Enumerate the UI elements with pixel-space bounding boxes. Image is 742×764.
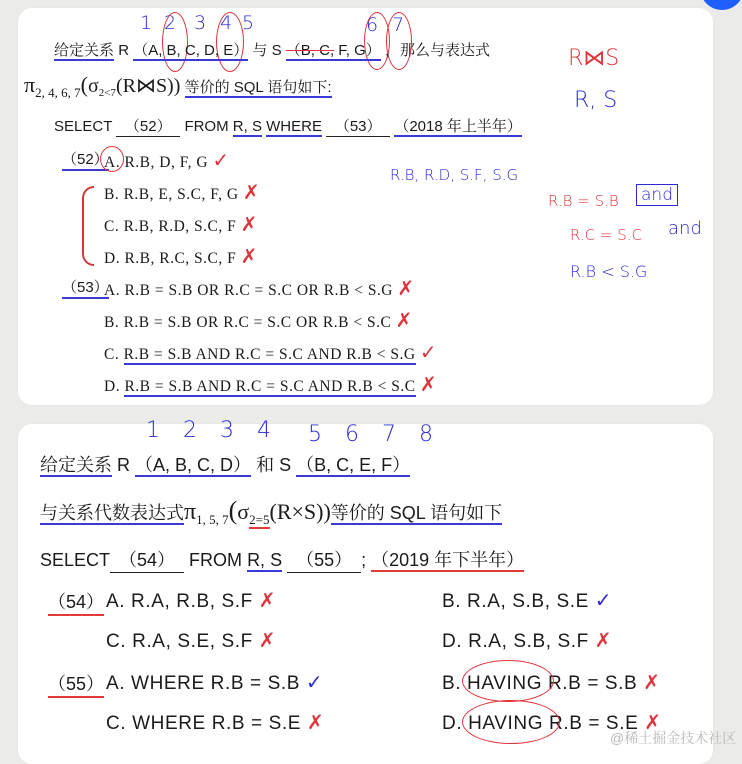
annotation-numbers: 5 6 7 8	[308, 422, 441, 447]
handwritten-note: R.C = S.C	[570, 226, 642, 244]
paren: (	[80, 72, 88, 97]
option-text: R.B, E, S.C, F, G	[123, 186, 239, 203]
cross-icon: ✗	[306, 710, 325, 734]
option-text: R.B = S.B AND R.C = S.C AND R.B < S.G	[123, 346, 416, 363]
annotation-number: 7	[392, 14, 405, 36]
option-letter: C.	[106, 631, 127, 652]
paren: (	[228, 496, 238, 525]
semicolon: ;	[361, 550, 367, 570]
blank-52: （52）	[116, 115, 180, 137]
question-prefix: 给定关系	[54, 42, 115, 59]
pi-subscript: 2, 4, 6, 7	[35, 85, 81, 100]
question-card-2018	[18, 8, 713, 405]
pi-symbol: π	[184, 499, 197, 525]
cross-icon: ✗	[240, 212, 258, 236]
option-text: R.A, S.E, S.F	[132, 631, 253, 652]
question-number-54: （54）	[48, 588, 104, 616]
cross-icon: ✗	[419, 372, 438, 396]
struck-attributes: （B, C,	[285, 42, 335, 59]
question-number-53: （53）	[62, 276, 109, 299]
relation-s: S	[271, 42, 282, 59]
sql-tables: R, S	[247, 550, 283, 570]
option-text: R.B = S.B OR R.C = S.C OR R.B < S.C	[123, 314, 392, 331]
option-letter: C.	[104, 218, 120, 235]
option-53c[interactable]	[104, 340, 437, 364]
option-text: R.B = S.B AND R.C = S.C AND R.B < S.C	[124, 378, 416, 395]
cross-icon: ✗	[643, 670, 661, 694]
notification-dot[interactable]	[700, 0, 742, 10]
option-text: R.B, R.D, S.C, F	[123, 218, 237, 235]
handwritten-note: R.B = S.B	[548, 192, 619, 210]
product-expression: (R×S))	[269, 499, 331, 524]
question-prefix: 与关系代数表达式	[40, 503, 184, 523]
question-suffix: 等价的 SQL 语句如下:	[184, 79, 332, 96]
relation-s-attributes: F, G）	[334, 42, 381, 59]
option-52c[interactable]	[104, 212, 258, 236]
sql-from-keyword: FROM	[184, 118, 229, 135]
relation-r-attributes: （A, B, C, D）	[135, 455, 252, 475]
annotation-number: 5	[242, 12, 255, 34]
relation-r-attributes: （A, B, C, D, E）	[133, 42, 249, 59]
option-letter: C.	[106, 713, 127, 734]
option-53b[interactable]	[104, 308, 413, 332]
sql-template	[40, 546, 524, 573]
option-letter: B.	[442, 591, 462, 612]
annotation-number: 4	[220, 12, 233, 34]
question-line-1	[54, 39, 490, 60]
join-expression: (R⋈S))	[115, 75, 181, 97]
question-suffix: ，那么与表达式	[384, 42, 490, 59]
sql-where-keyword: WHERE	[266, 118, 322, 135]
handwritten-note: and	[668, 218, 702, 239]
relation-r: R	[118, 42, 130, 59]
sql-tables: R, S	[232, 118, 262, 135]
option-54b[interactable]	[442, 588, 612, 613]
option-letter: D.	[104, 250, 121, 267]
sigma-symbol: σ	[87, 75, 99, 97]
question-number-52: （52）	[62, 148, 109, 171]
option-text: WHERE R.B = S.B	[131, 673, 300, 694]
check-icon: ✓	[419, 340, 438, 364]
question-prefix: 给定关系	[40, 455, 112, 475]
option-text: R.A, R.B, S.F	[131, 591, 253, 612]
option-text: HAVING R.B = S.B	[467, 673, 638, 694]
option-text: WHERE R.B = S.E	[132, 713, 302, 734]
handwritten-note: R.B, R.D, S.F, S.G	[390, 166, 519, 184]
sql-template	[54, 115, 522, 137]
handwritten-note: R.B < S.G	[570, 262, 648, 281]
annotation-number: 3	[194, 12, 207, 34]
option-52a[interactable]	[104, 148, 230, 172]
cross-icon: ✗	[242, 180, 261, 204]
option-55a[interactable]	[106, 670, 323, 695]
question-suffix: 等价的 SQL 语句如下	[330, 503, 503, 523]
option-text: HAVING R.B = S.E	[468, 713, 639, 734]
option-text: R.A, S.B, S.F	[468, 631, 589, 652]
conjunction: 与	[252, 42, 268, 59]
check-icon: ✓	[594, 588, 613, 612]
watermark: @稀土掘金技术社区	[610, 730, 737, 746]
option-53a[interactable]	[104, 276, 415, 300]
cross-icon: ✗	[258, 628, 277, 652]
option-53d[interactable]	[104, 372, 437, 396]
option-letter: A.	[106, 673, 126, 694]
conjunction: 和	[256, 455, 275, 475]
option-letter: D.	[442, 631, 463, 652]
option-letter: B.	[104, 186, 120, 203]
option-54a[interactable]	[106, 588, 276, 613]
sql-from-keyword: FROM	[189, 550, 243, 570]
option-letter: A.	[104, 154, 121, 171]
cross-icon: ✗	[395, 308, 413, 332]
option-text: R.A, S.B, S.E	[467, 591, 589, 612]
option-letter: B.	[442, 673, 462, 694]
exam-year: （2018 年上半年）	[394, 118, 522, 135]
check-icon: ✓	[305, 670, 324, 694]
relation-r: R	[117, 455, 131, 475]
option-letter: A.	[106, 591, 126, 612]
option-55c[interactable]	[106, 710, 324, 735]
brace-annotation	[82, 186, 94, 266]
handwritten-note: and	[636, 184, 678, 206]
cross-icon: ✗	[240, 244, 258, 268]
option-54c[interactable]	[106, 628, 276, 653]
option-letter: D.	[104, 378, 121, 395]
sql-select-keyword: SELECT	[54, 118, 113, 135]
sigma-symbol: σ	[237, 499, 250, 524]
cross-icon: ✗	[258, 588, 277, 612]
handwritten-note: R⋈S	[568, 46, 620, 71]
annotation-number: 6	[366, 14, 379, 36]
sql-select-keyword: SELECT	[40, 550, 111, 570]
option-text: R.B = S.B OR R.C = S.C OR R.B < S.G	[124, 282, 394, 299]
check-icon: ✓	[212, 148, 230, 172]
cross-icon: ✗	[644, 710, 662, 734]
handwritten-note: R, S	[574, 88, 618, 113]
sigma-subscript: 2<7	[98, 87, 116, 99]
annotation-number: 1	[140, 12, 153, 34]
sigma-subscript: 2=5	[249, 512, 270, 527]
question-line-2	[40, 496, 502, 528]
question-number-55: （55）	[48, 670, 104, 698]
option-52b[interactable]	[104, 180, 260, 204]
question-line-1	[40, 451, 410, 477]
question-line-2	[24, 72, 332, 101]
option-text: R.B, R.C, S.C, F	[124, 250, 237, 267]
option-letter: D.	[442, 713, 463, 734]
option-letter: B.	[104, 314, 120, 331]
annotation-numbers: 1 2 3 4	[146, 418, 279, 443]
blank-54: （54）	[110, 546, 184, 573]
pi-symbol: π	[24, 72, 36, 97]
cross-icon: ✗	[594, 628, 613, 652]
strike-circle	[462, 660, 554, 702]
option-text: R.B, D, F, G	[124, 154, 209, 171]
blank-53: （53）	[326, 115, 390, 137]
cross-icon: ✗	[397, 276, 415, 300]
strike-circle	[462, 700, 560, 744]
option-54d[interactable]	[442, 628, 612, 653]
option-52d[interactable]	[104, 244, 258, 268]
option-letter: C.	[104, 346, 120, 363]
option-letter: A.	[104, 282, 121, 299]
exam-year: （2019 年下半年）	[371, 550, 525, 570]
question-card-2019	[18, 418, 737, 764]
relation-s: S	[279, 455, 292, 475]
pi-subscript: 1, 5, 7	[196, 512, 229, 527]
annotation-number: 2	[164, 12, 177, 34]
relation-s-attributes: （B, C, E, F）	[296, 455, 411, 475]
blank-55: （55）	[287, 546, 361, 573]
